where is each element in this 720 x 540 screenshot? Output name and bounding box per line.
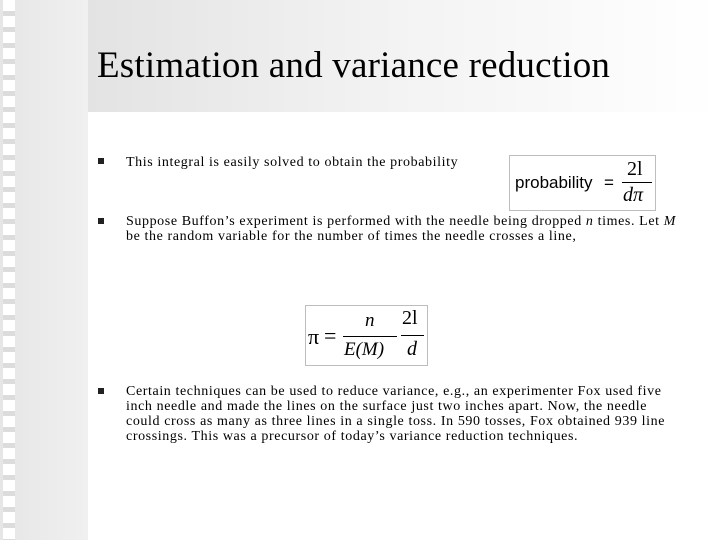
formula2-fraction-bar-2 [401, 335, 424, 336]
bullet-text-1: This integral is easily solved to obtain the probability [126, 155, 459, 170]
bullet-2-M: M [663, 214, 676, 229]
bullet-marker-2 [98, 218, 104, 224]
pi-estimate-formula [305, 305, 428, 366]
bullet-text-3 [126, 384, 706, 444]
formula2-denominator-2: d [407, 338, 417, 360]
bullet-marker-3 [98, 388, 104, 394]
bullet-2-n: n [585, 214, 594, 229]
formula2-numerator-2: 2l [402, 307, 418, 329]
formula-fraction-bar [622, 182, 652, 183]
formula2-numerator-1: n [365, 310, 375, 331]
formula2-denominator-1: E(M) [344, 339, 385, 360]
formula-denominator: dπ [623, 184, 644, 206]
probability-formula [509, 155, 656, 211]
left-decoration-band [0, 0, 88, 540]
bullet-2-text-c: be the random variable for the number of times the needle crosses a line, [126, 229, 577, 244]
bullet-3-line-2: inch needle and made the lines on the surface just two inches apart. Now, the needle [126, 399, 648, 414]
bullet-3-line-4: crossings. This was a precursor of today’s variance reduction techniques. [126, 429, 579, 444]
formula2-fraction-bar-1 [343, 336, 397, 337]
bullet-text-2 [126, 214, 706, 244]
formula-numerator: 2l [627, 158, 643, 180]
left-square-pattern [3, 0, 15, 540]
bullet-3-line-1: Certain techniques can be used to reduce variance, e.g., an experimenter Fox used five [126, 384, 662, 399]
bullet-2-text-a: Suppose Buffon’s experiment is performed with the needle being dropped [126, 214, 586, 229]
formula-equals: = [604, 173, 614, 192]
bullet-marker-1 [98, 158, 104, 164]
bullet-2-text-b: times. Let [593, 214, 664, 229]
formula2-equals: = [324, 323, 337, 348]
slide-title: Estimation and variance reduction [97, 45, 611, 86]
formula2-pi: π [308, 324, 320, 349]
bullet-3-line-3: could cross as many as three lines in a single toss. In 590 tosses, Fox obtained 939 line [126, 414, 666, 429]
formula-probability-label: probability [515, 173, 593, 192]
